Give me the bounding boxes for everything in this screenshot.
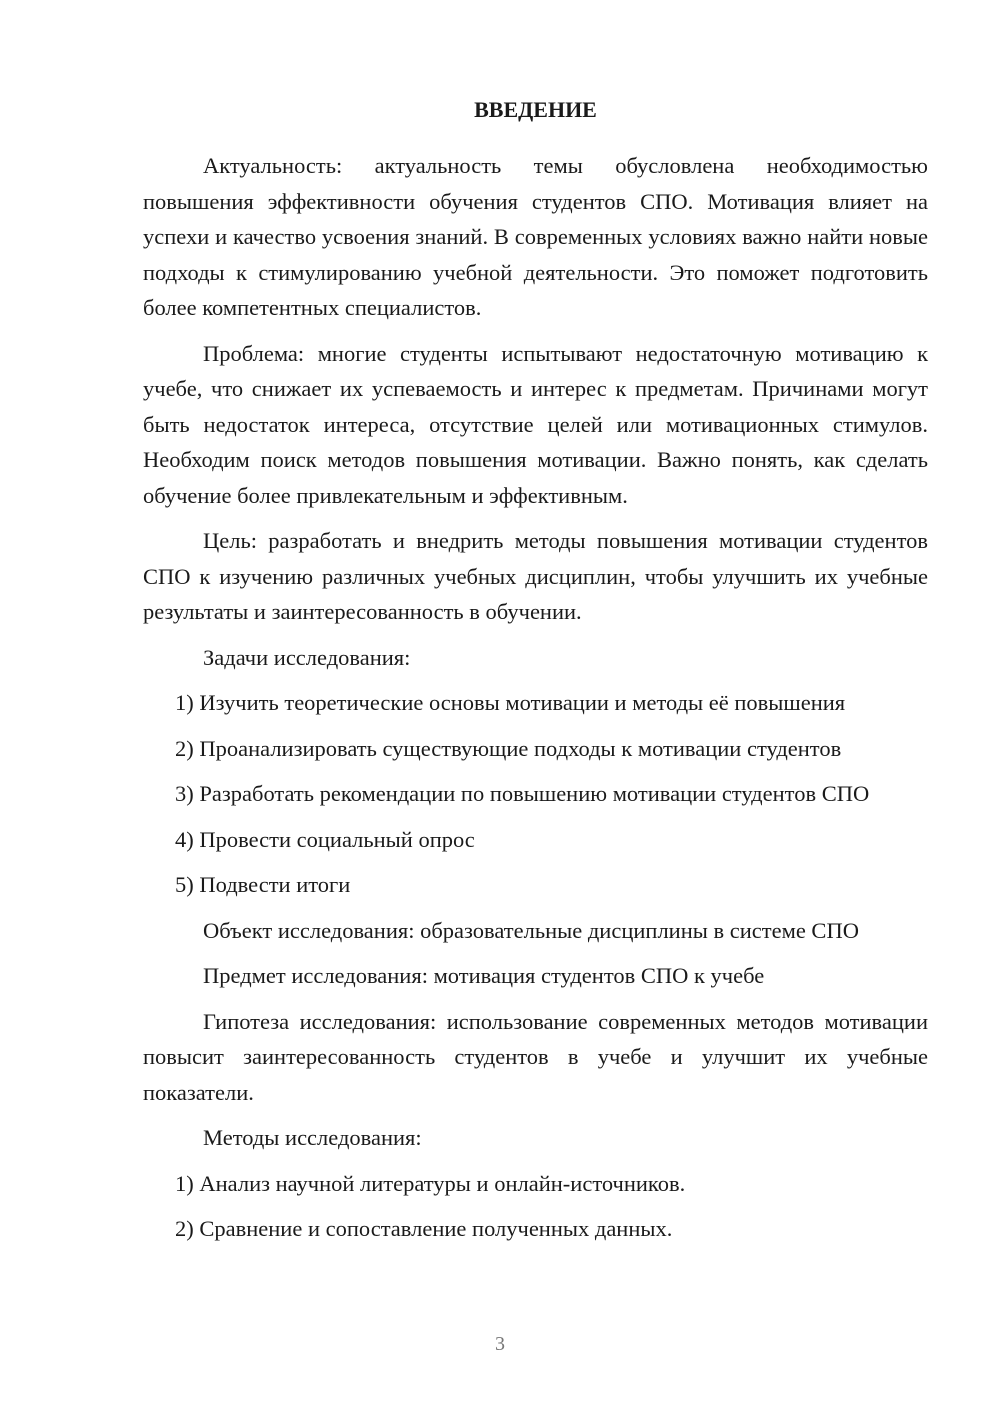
page-number: 3: [495, 1333, 505, 1355]
paragraph-goal: Цель: разработать и внедрить методы повышения мотивации студентов СПО к изучению различных учебных дисциплин, чтобы улучшить их учебные результаты и заинтересованность в обучении.: [143, 528, 928, 624]
methods-heading: Методы исследования:: [203, 1125, 422, 1150]
tasks-heading: Задачи исследования:: [203, 644, 411, 670]
section-title: ВВЕДЕНИЕ: [474, 97, 597, 122]
research-subject: Предмет исследования: мотивация студентов СПО к учебе: [203, 963, 765, 988]
task-item: 5) Подвести итоги: [175, 872, 351, 897]
research-hypothesis: Гипотеза исследования: использование современных методов мотивации повысит заинтересованность студентов в учебе и улучшит их учебные показатели.: [143, 1008, 928, 1105]
paragraph-problem: Проблема: многие студенты испытывают недостаточную мотивацию к учебе, что снижает их успеваемость и интерес к предметам. Причинами могут быть недостаток интереса, отсутствие целей или мотивационных стимулов. Необходим поиск методов повышения мотивации. Важно понять, как сделать обучение более привлекательным и эффективным.: [143, 340, 928, 508]
task-item: 2) Проанализировать существующие подходы к мотивации студентов: [175, 735, 842, 761]
method-item: 2) Сравнение и сопоставление полученных данных.: [175, 1216, 673, 1241]
task-item: 4) Провести социальный опрос: [175, 826, 475, 852]
method-item: 1) Анализ научной литературы и онлайн-источников.: [175, 1170, 686, 1196]
task-item: 1) Изучить теоретические основы мотивации и методы её повышения: [175, 690, 846, 715]
paragraph-actuality: Актуальность: актуальность темы обусловлена необходимостью повышения эффективности обучения студентов СПО. Мотивация влияет на успехи и качество усвоения знаний. В современных условиях важно найти новые подходы к стимулированию учебной деятельности. Это поможет подготовить более компетентных специалистов.: [143, 153, 928, 320]
document-page: [143, 92, 928, 1257]
task-item: 3) Разработать рекомендации по повышению мотивации студентов СПО: [175, 781, 870, 806]
research-object: Объект исследования: образовательные дисциплины в системе СПО: [203, 917, 859, 943]
